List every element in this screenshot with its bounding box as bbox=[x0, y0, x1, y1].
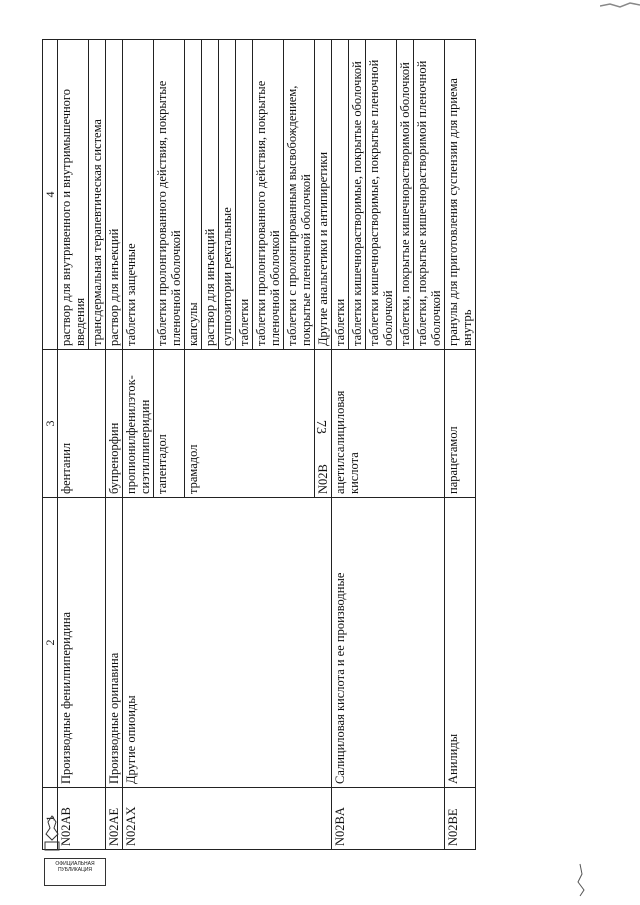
dosage-form: таблетки, покрытые кишечнорастворимой пленочной оболочкой bbox=[414, 40, 445, 350]
pharm-group: Анилиды bbox=[445, 498, 476, 788]
dosage-form: таблетки пролонгированного действия, покрытые пленочной оболочкой bbox=[253, 40, 284, 350]
table-row bbox=[106, 40, 123, 850]
atc-code: N02B bbox=[315, 350, 332, 498]
document-registration-id bbox=[0, 628, 4, 788]
drug-name: тапентадол bbox=[154, 350, 185, 498]
dosage-form: раствор для инъекций bbox=[202, 40, 219, 350]
dosage-form: раствор для внутривенного и внутримышечного введения bbox=[58, 40, 89, 350]
pharm-group: Другие опиоиды bbox=[123, 498, 332, 788]
drug-table bbox=[42, 39, 476, 850]
page-number: 73 bbox=[313, 420, 328, 434]
dosage-form: таблетки, покрытые кишечнорастворимой оболочкой bbox=[397, 40, 414, 350]
dosage-form: таблетки защечные bbox=[123, 40, 154, 350]
dosage-form: трансдермальная терапевтическая система bbox=[89, 40, 106, 350]
dosage-form: капсулы bbox=[185, 40, 202, 350]
table-row bbox=[332, 40, 349, 850]
pharm-group: Другие анальгетики и антипиретики bbox=[315, 40, 332, 350]
dosage-form: суппозитории ректальные bbox=[219, 40, 236, 350]
dosage-form: раствор для инъекций bbox=[106, 40, 123, 350]
atc-code: N02BE bbox=[445, 788, 476, 850]
header-col-1: 1 bbox=[43, 788, 58, 850]
atc-code: N02AE bbox=[106, 788, 123, 850]
pharm-group: Салициловая кислота и ее производные bbox=[332, 498, 445, 788]
pharm-group: Производные орипавина bbox=[106, 498, 123, 788]
table-header-row bbox=[43, 40, 58, 850]
dosage-form: таблетки bbox=[236, 40, 253, 350]
dosage-form: таблетки bbox=[332, 40, 349, 350]
atc-code: N02AB bbox=[58, 788, 106, 850]
table-row bbox=[445, 40, 476, 850]
header-col-3: 3 bbox=[43, 350, 58, 498]
dosage-form: таблетки кишечнорастворимые, покрытые пленочной оболочкой bbox=[366, 40, 397, 350]
table-row bbox=[123, 40, 154, 850]
drug-name: трамадол bbox=[185, 350, 315, 498]
drug-name: ацетилсалициловая кислота bbox=[332, 350, 445, 498]
table-row bbox=[58, 40, 89, 850]
header-col-2: 2 bbox=[43, 498, 58, 788]
drug-name: парацетамол bbox=[445, 350, 476, 498]
emblem-icon bbox=[42, 814, 62, 852]
rotated-page-content bbox=[42, 40, 532, 850]
dosage-form: гранулы для приготовления суспензии для приема внутрь bbox=[445, 40, 476, 350]
publication-stamp: ОФИЦИАЛЬНАЯ ПУБЛИКАЦИЯ bbox=[44, 858, 106, 886]
dosage-form: таблетки кишечнорастворимые, покрытые оболочкой bbox=[349, 40, 366, 350]
dosage-form: таблетки пролонгированного действия, покрытые пленочной оболочкой bbox=[154, 40, 185, 350]
pen-mark-icon bbox=[560, 860, 600, 900]
drug-name: бупренорфин bbox=[106, 350, 123, 498]
atc-code: N02BA bbox=[332, 788, 445, 850]
pharm-group: Производные фенилпиперидина bbox=[58, 498, 106, 788]
dosage-form: таблетки с пролонгированным высвобождением, покрытые пленочной оболочкой bbox=[284, 40, 315, 350]
header-col-4: 4 bbox=[43, 40, 58, 350]
drug-name: пропионилфенилэток-сиэтилпиперидин bbox=[123, 350, 154, 498]
drug-name: фентанил bbox=[58, 350, 106, 498]
atc-code: N02AX bbox=[123, 788, 332, 850]
scan-artifact-icon bbox=[600, 0, 640, 14]
